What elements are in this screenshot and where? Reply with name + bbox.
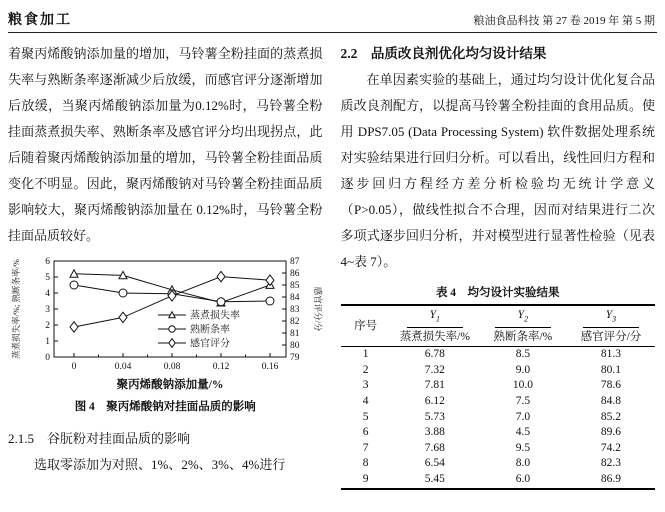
table4 <box>341 304 656 490</box>
table-cell: 85.2 <box>600 410 622 423</box>
table-row <box>341 363 656 379</box>
svg-text:5: 5 <box>45 273 50 284</box>
svg-text:81: 81 <box>290 329 300 340</box>
table-cell: 8 <box>362 457 369 470</box>
table-cell: 8.5 <box>515 348 531 361</box>
table-subheader-break: 熟断条率/% <box>479 329 567 347</box>
table-cell: 6.0 <box>515 473 531 486</box>
svg-text:82: 82 <box>290 317 300 328</box>
table-cell: 9.5 <box>515 441 531 454</box>
table-cell: 7.5 <box>515 395 531 408</box>
svg-text:2: 2 <box>45 321 50 332</box>
svg-text:0: 0 <box>71 362 77 372</box>
table-cell: 86.9 <box>600 473 622 486</box>
svg-text:86: 86 <box>290 269 300 280</box>
table-cell: 4 <box>362 395 369 408</box>
table-cell: 4.5 <box>515 426 531 439</box>
svg-text:84: 84 <box>290 293 300 304</box>
left-paragraph-2: 选取零添加为对照、1%、2%、3%、4%进行 <box>34 457 286 472</box>
svg-text:感官评分: 感官评分 <box>190 338 230 350</box>
svg-text:79: 79 <box>290 353 300 364</box>
section-heading-2-2: 2.2 品质改良剂优化均匀设计结果 <box>340 46 547 61</box>
table-cell: 5.45 <box>424 473 445 486</box>
section-heading-2-1-5: 2.1.5 谷朊粉对挂面品质的影响 <box>8 431 191 446</box>
left-column <box>8 41 323 490</box>
table-row <box>341 456 656 472</box>
table-cell: 7.81 <box>424 379 445 392</box>
table-cell: 3 <box>362 379 369 392</box>
table-cell: 84.8 <box>600 395 622 408</box>
svg-text:83: 83 <box>290 305 300 316</box>
svg-text:85: 85 <box>290 281 300 292</box>
svg-text:80: 80 <box>290 341 300 352</box>
right-paragraph: 在单因素实验的基础上，通过均匀设计优化复合品质改良剂配方，以提高马铃薯全粉挂面的食用品质。使用 DPS7.05 (Data Processing System) 软件数据处理系统对实验结果进行回归分析。可以看出，线性回归方程和逐步回归方程经方差分析检验均无统计学意义（P>0.05），做线性拟合不合理，因而对结果进行二次多项式逐步回归分析，并对模型进行显著性检验（见表 4~表 7）。 <box>340 72 655 269</box>
table-row <box>341 410 656 426</box>
svg-text:蒸煮损失率: 蒸煮损失率 <box>190 310 240 322</box>
table-row <box>341 394 656 410</box>
table-cell: 6.54 <box>424 457 445 470</box>
table-cell: 6.78 <box>424 348 445 361</box>
svg-text:6: 6 <box>45 257 50 268</box>
table-cell: 8.0 <box>515 457 531 470</box>
two-column-body <box>0 33 665 490</box>
page-header <box>0 0 665 32</box>
table-cell: 7 <box>362 441 369 454</box>
svg-text:感官评分/分: 感官评分/分 <box>313 286 323 332</box>
svg-text:4: 4 <box>45 289 50 300</box>
table-header-y3: $Y_3$ <box>567 305 655 329</box>
svg-text:0.12: 0.12 <box>212 362 230 372</box>
left-paragraph-1: 着聚丙烯酸钠添加量的增加，马铃薯全粉挂面的蒸煮损失率与熟断条率逐渐减少后放缓，而感官评分逐渐增加后放缓，当聚丙烯酸钠添加量为0.12%时，马铃薯全粉挂面蒸煮损失率、熟断条率及感官评分均出现拐点，此后随着聚丙烯酸钠添加量的增加，马铃薯全粉挂面品质变化不明显。因此，聚丙烯酸钠对马铃薯全粉挂面品质影响较大，聚丙烯酸钠添加量在 0.12%时，马铃薯全粉挂面品质较好。 <box>8 46 323 243</box>
table-row <box>341 347 656 363</box>
table-cell: 81.3 <box>600 348 622 361</box>
table-cell: 5 <box>362 410 369 423</box>
svg-text:聚丙烯酸钠添加量/%: 聚丙烯酸钠添加量/% <box>116 379 224 391</box>
table-cell: 5.73 <box>424 410 445 423</box>
svg-text:蒸煮损失率/%; 熟断条率/%: 蒸煮损失率/%; 熟断条率/% <box>11 259 21 359</box>
table-cell: 7.0 <box>515 410 531 423</box>
table-header-index: 序号 <box>341 305 391 347</box>
header-section-title: 粮食加工 <box>8 13 72 28</box>
table-row <box>341 378 656 394</box>
svg-text:熟断条率: 熟断条率 <box>190 324 230 336</box>
figure4-caption: 图 4 聚丙烯酸钠对挂面品质的影响 <box>74 401 256 413</box>
table-cell: 3.88 <box>424 426 445 439</box>
figure4-line-chart <box>8 253 326 395</box>
table-subheader-loss: 蒸煮损失率/% <box>391 329 479 347</box>
svg-text:3: 3 <box>45 305 50 316</box>
figure-4 <box>8 253 323 414</box>
svg-text:0.08: 0.08 <box>163 362 181 372</box>
table-cell: 10.0 <box>512 379 533 392</box>
table-header-group-row <box>341 305 656 329</box>
table-cell: 78.6 <box>600 379 622 392</box>
svg-text:0.04: 0.04 <box>114 362 132 372</box>
table-cell: 2 <box>362 363 369 376</box>
table-header-y2: $Y_2$ <box>479 305 567 329</box>
table-row <box>341 441 656 457</box>
header-journal-info: 粮油食品科技 第 27 卷 2019 年 第 5 期 <box>473 15 655 27</box>
svg-text:87: 87 <box>290 257 300 268</box>
table-cell: 89.6 <box>600 426 622 439</box>
table4-body <box>341 347 656 489</box>
table-cell: 7.68 <box>424 441 445 454</box>
table-cell: 1 <box>362 348 369 361</box>
table-cell: 6 <box>362 426 369 439</box>
svg-text:0.16: 0.16 <box>261 362 279 372</box>
table-cell: 9 <box>362 473 369 486</box>
table4-caption: 表 4 均匀设计实验结果 <box>435 287 560 299</box>
svg-text:1: 1 <box>45 337 50 348</box>
table-cell: 82.3 <box>600 457 622 470</box>
table-subheader-sensory: 感官评分/分 <box>567 329 655 347</box>
table-row <box>341 425 656 441</box>
svg-text:0: 0 <box>45 353 50 364</box>
table-cell: 7.32 <box>424 363 445 376</box>
right-column <box>341 41 656 490</box>
table-header-y1: $Y_1$ <box>391 305 479 329</box>
table-cell: 6.12 <box>424 395 445 408</box>
table-row <box>341 472 656 489</box>
table-cell: 80.1 <box>600 363 622 376</box>
table-cell: 9.0 <box>515 363 531 376</box>
table-cell: 74.2 <box>600 441 622 454</box>
